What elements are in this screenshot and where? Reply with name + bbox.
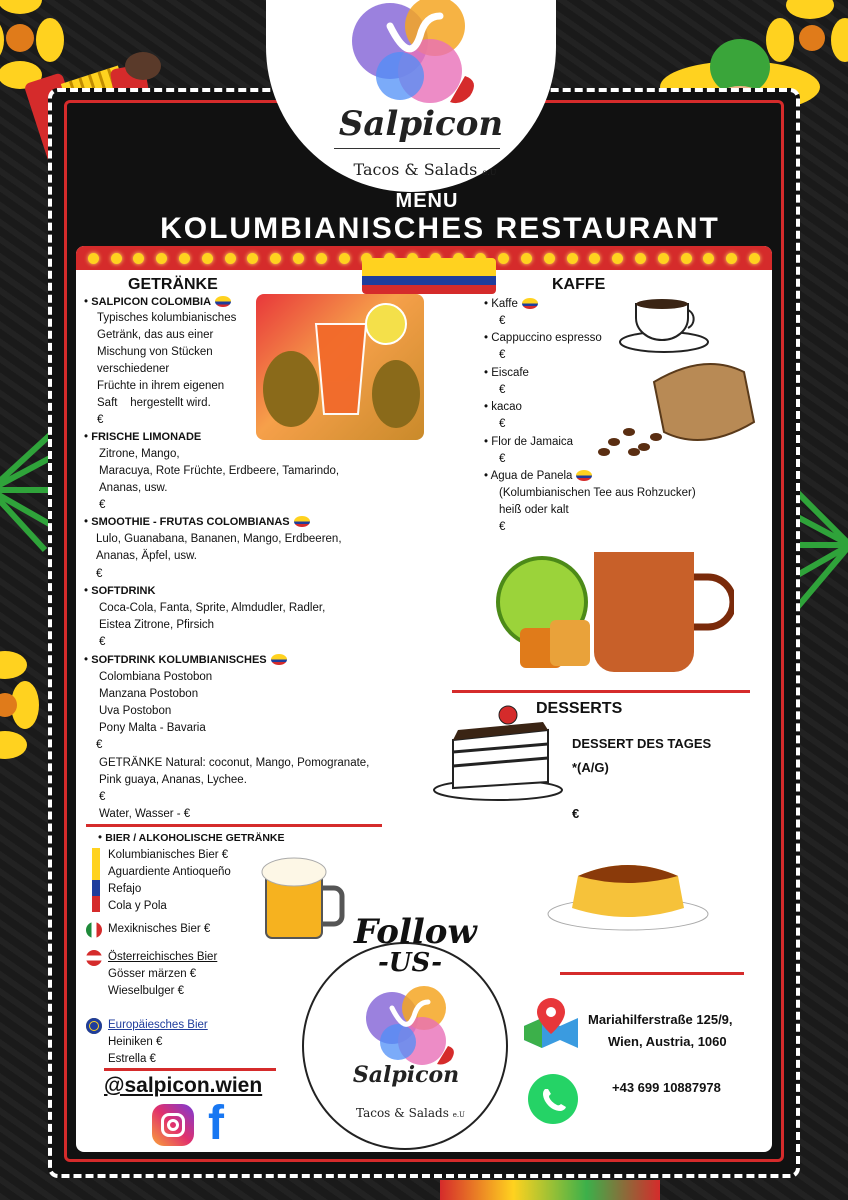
austria-flag-icon <box>86 950 102 966</box>
drink-1-line: Früchte in ihrem eigenen <box>97 380 225 392</box>
drink-2-price: € <box>99 499 106 511</box>
colombia-flag-stripe <box>92 848 100 912</box>
bier-colombian-item: Aguardiente Antioqueño <box>108 866 231 878</box>
drink-3-line: Ananas, Äpfel, usw. <box>96 550 198 562</box>
menu-heading: MENU <box>395 190 459 212</box>
coffee-item-name: • kacao <box>484 401 522 413</box>
coffee-item-name: • Flor de Jamaica <box>484 436 574 448</box>
follow-text: Follow <box>354 912 477 952</box>
mexico-flag-icon <box>86 922 102 938</box>
natural-drinks-line: Pink guaya, Ananas, Lychee. <box>99 774 247 786</box>
drink-3-price: € <box>96 568 103 580</box>
eu-flag-icon <box>86 1018 102 1034</box>
natural-drinks-line: GETRÄNKE Natural: coconut, Mango, Pomogranate, <box>99 757 370 769</box>
getraenke-heading: GETRÄNKE <box>128 276 218 293</box>
whatsapp-icon[interactable] <box>528 1074 578 1124</box>
map-location-icon <box>522 996 580 1050</box>
bier-european-item: Heiniken € <box>108 1036 163 1048</box>
coffee-item-price: € <box>499 453 506 465</box>
logo-subtitle: Tacos & Salads e.U <box>353 160 497 179</box>
drink-2-line: Ananas, usw. <box>99 482 168 494</box>
section-divider <box>560 972 744 975</box>
flower-decoration-left <box>0 640 50 770</box>
cake-slice-icon <box>428 700 568 805</box>
drink-4-price: € <box>99 636 106 648</box>
restaurant-title: KOLUMBIANISCHES RESTAURANT <box>160 212 720 245</box>
coffee-item-price: € <box>499 315 506 327</box>
drink-5-name: • SOFTDRINK KOLUMBIANISCHES <box>84 652 287 669</box>
us-text: -US- <box>378 948 442 978</box>
drink-5-price: € <box>96 739 103 751</box>
drink-3-line: Lulo, Guanabana, Bananen, Mango, Erdbeeren, <box>96 533 342 545</box>
bier-mexican-item: Mexiknisches Bier € <box>108 923 211 935</box>
drink-1-line: verschiedener <box>97 363 170 375</box>
panela-tea-image <box>484 532 734 682</box>
coffee-item-name: • Kaffe <box>484 296 538 313</box>
coffee-cup-icon <box>614 282 714 354</box>
bier-austrian-item: Wieselbulger € <box>108 985 185 997</box>
bier-european-item: Estrella € <box>108 1053 156 1065</box>
coffee-item-price: € <box>499 349 506 361</box>
drink-2-name: • FRISCHE LIMONADE <box>84 431 202 443</box>
coffee-item-name: • Eiscafe <box>484 367 529 379</box>
kaffe-heading: KAFFE <box>552 276 606 293</box>
instagram-handle[interactable]: @salpicon.wien <box>104 1074 263 1097</box>
logo-name: Salpicon <box>338 104 504 144</box>
address-line-1: Mariahilferstraße 125/9, <box>588 1012 733 1027</box>
drink-1-line: Getränk, das aus einer <box>97 329 214 341</box>
panela-price: € <box>499 521 506 533</box>
dessert-item-note: *(A/G) <box>572 760 609 775</box>
drink-1-line: Saft hergestellt wird. <box>97 397 211 409</box>
coffee-item-name: • Cappuccino espresso <box>484 332 602 344</box>
small-logo-emblem <box>356 986 466 1066</box>
small-logo-subtitle: Tacos & Salads e.U <box>356 1106 465 1120</box>
bier-european-heading: Europäiesches Bier <box>108 1019 208 1031</box>
colombia-flag-banner <box>362 258 496 294</box>
drink-4-line: Coca-Cola, Fanta, Sprite, Almdudler, Radler, <box>99 602 326 614</box>
logo-divider <box>334 148 500 149</box>
small-logo-name: Salpicon <box>352 1062 460 1088</box>
bier-heading: • BIER / ALKOHOLISCHE GETRÄNKE <box>98 832 285 844</box>
beer-mug-icon <box>258 852 348 944</box>
coffee-item-price: € <box>499 418 506 430</box>
phone-number[interactable]: +43 699 10887978 <box>612 1080 721 1095</box>
drink-2-line: Maracuya, Rote Früchte, Erdbeere, Tamarindo, <box>99 465 340 477</box>
coffee-item-price: € <box>499 384 506 396</box>
logo-emblem <box>340 0 490 111</box>
drink-5-line: Pony Malta - Bavaria <box>99 722 206 734</box>
facebook-icon[interactable]: f <box>208 1097 224 1150</box>
drink-4-line: Eistea Zitrone, Pfirsich <box>99 619 215 631</box>
dessert-item-name: DESSERT DES TAGES <box>572 736 712 751</box>
bier-colombian-item: Cola y Pola <box>108 900 167 912</box>
drink-1-line: Typisches kolumbianisches <box>97 312 237 324</box>
section-divider <box>452 690 750 693</box>
drink-3-name: • SMOOTHIE - FRUTAS COLOMBIANAS <box>84 514 310 531</box>
section-divider <box>104 1068 276 1071</box>
address-line-2: Wien, Austria, 1060 <box>608 1034 727 1049</box>
desserts-heading: DESSERTS <box>536 700 623 717</box>
coffee-beans-sack-icon <box>594 352 758 462</box>
drink-5-line: Manzana Postobon <box>99 688 199 700</box>
salpicon-drink-image <box>256 294 424 440</box>
panela-line: (Kolumbianischen Tee aus Rohzucker) <box>499 487 696 499</box>
bier-austrian-item: Gösser märzen € <box>108 968 197 980</box>
drink-4-name: • SOFTDRINK <box>84 585 156 597</box>
instagram-icon[interactable] <box>152 1104 194 1146</box>
drink-5-line: Colombiana Postobon <box>99 671 213 683</box>
drink-1-line: Mischung von Stücken <box>97 346 213 358</box>
panela-name: • Agua de Panela <box>484 468 592 485</box>
drink-5-line: Uva Postobon <box>99 705 172 717</box>
section-divider <box>86 824 382 827</box>
dessert-item-price: € <box>572 806 580 821</box>
drink-1-name: • SALPICON COLOMBIA <box>84 294 231 311</box>
flan-icon <box>544 846 710 936</box>
bier-austrian-heading: Österreichisches Bier <box>108 951 218 963</box>
panela-line: heiß oder kalt <box>499 504 569 516</box>
natural-drinks-price: € <box>99 791 106 803</box>
bier-colombian-item: Kolumbianisches Bier € <box>108 849 229 861</box>
water-item: Water, Wasser - € <box>99 808 191 820</box>
juice-glass-icon <box>256 294 424 440</box>
bier-colombian-item: Refajo <box>108 883 142 895</box>
bottom-decoration <box>440 1180 660 1200</box>
drink-2-line: Zitrone, Mango, <box>99 448 180 460</box>
drink-1-price: € <box>97 414 104 426</box>
